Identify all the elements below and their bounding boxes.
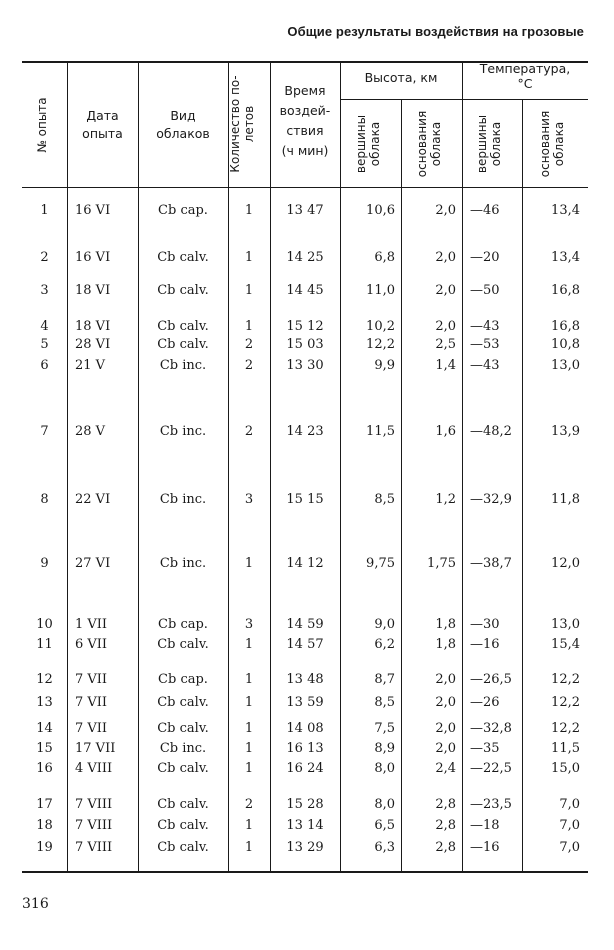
- cell-flight-count: 1: [244, 721, 254, 736]
- cell-height-base: 1,4: [435, 358, 456, 373]
- cell-number: 17: [36, 797, 53, 812]
- header-height-base-line-1: основания: [415, 110, 429, 178]
- cell-height-top: 11,5: [366, 424, 395, 439]
- cell-height-top: 12,2: [366, 337, 395, 352]
- header-height-top-line-2: облака: [368, 121, 382, 167]
- header-cloud-line-2: облаков: [156, 126, 210, 141]
- cell-flight-count: 1: [244, 203, 254, 218]
- cell-temp-top: —22,5: [470, 761, 512, 776]
- header-cloud-type: [138, 107, 228, 143]
- cell-number: 19: [36, 840, 53, 855]
- cell-height-top: 8,5: [374, 695, 395, 710]
- cell-height-base: 1,8: [435, 637, 456, 652]
- cell-temp-top: —32,9: [470, 492, 512, 507]
- header-temp-base-line-1: основания: [538, 110, 552, 178]
- cell-time: 13 29: [286, 840, 324, 855]
- cell-flight-count: 1: [244, 556, 254, 571]
- temperature-subheader-rule: [462, 99, 588, 100]
- header-time-line-2: воздей-: [279, 103, 331, 118]
- cell-number: 18: [36, 818, 53, 833]
- page-number: 316: [22, 896, 49, 912]
- cell-flight-count: 3: [244, 492, 254, 507]
- cell-time: 16 24: [286, 761, 324, 776]
- cell-number: 5: [40, 337, 49, 352]
- cell-temp-base: 13,0: [551, 617, 580, 632]
- header-count-line-2: летов: [242, 105, 256, 143]
- cell-date: 1 VII: [75, 617, 108, 632]
- cell-height-base: 2,5: [435, 337, 456, 352]
- header-temp-base: [538, 110, 572, 178]
- header-flight-count: [228, 62, 270, 186]
- cell-time: 13 59: [286, 695, 324, 710]
- cell-height-top: 8,9: [374, 741, 395, 756]
- header-time-line-3: ствия: [286, 123, 324, 138]
- cell-number: 7: [40, 424, 49, 439]
- cell-time: 14 59: [286, 617, 324, 632]
- cell-date: 18 VI: [75, 283, 111, 298]
- header-count-line-1: Количество по-: [228, 75, 242, 173]
- cell-flight-count: 1: [244, 761, 254, 776]
- cell-time: 14 45: [286, 283, 324, 298]
- cell-flight-count: 1: [244, 250, 254, 265]
- cell-date: 28 V: [75, 424, 106, 439]
- header-temperature: [462, 61, 588, 91]
- cell-temp-top: —30: [470, 617, 500, 632]
- cell-time: 13 47: [286, 203, 324, 218]
- cell-height-top: 8,7: [374, 672, 395, 687]
- header-date-line-2: опыта: [82, 126, 123, 141]
- cell-cloud-type: Cb cap.: [158, 672, 208, 687]
- cell-flight-count: 3: [244, 617, 254, 632]
- cell-number: 11: [36, 637, 53, 652]
- cell-date: 28 VI: [75, 337, 111, 352]
- cell-temp-top: —35: [470, 741, 500, 756]
- cell-height-base: 2,4: [435, 761, 456, 776]
- cell-temp-top: —43: [470, 319, 500, 334]
- cell-date: 7 VIII: [75, 818, 113, 833]
- cell-height-base: 2,0: [435, 319, 456, 334]
- cell-temp-base: 10,8: [551, 337, 580, 352]
- cell-height-base: 2,8: [435, 797, 456, 812]
- cell-height-top: 6,8: [374, 250, 395, 265]
- cell-flight-count: 1: [244, 672, 254, 687]
- cell-cloud-type: Cb cap.: [158, 203, 208, 218]
- cell-height-base: 1,75: [427, 556, 456, 571]
- header-time-line-1: Время: [284, 83, 326, 98]
- header-date: [67, 107, 138, 143]
- results-table: [22, 61, 588, 873]
- cell-number: 6: [40, 358, 49, 373]
- cell-flight-count: 1: [244, 741, 254, 756]
- cell-time: 14 25: [286, 250, 324, 265]
- cell-temp-base: 15,0: [551, 761, 580, 776]
- cell-temp-top: —26: [470, 695, 500, 710]
- cell-flight-count: 1: [244, 818, 254, 833]
- cell-temp-base: 15,4: [551, 637, 580, 652]
- cell-time: 15 12: [286, 319, 324, 334]
- cell-temp-top: —16: [470, 637, 500, 652]
- header-time-line-4: (ч мин): [281, 143, 329, 158]
- cell-temp-base: 13,0: [551, 358, 580, 373]
- header-date-line-1: Дата: [86, 108, 119, 123]
- header-height: Высота, км: [364, 70, 438, 85]
- cell-temp-top: —38,7: [470, 556, 512, 571]
- cell-cloud-type: Cb inc.: [159, 358, 207, 373]
- cell-number: 13: [36, 695, 53, 710]
- cell-temp-base: 16,8: [551, 319, 580, 334]
- cell-temp-base: 13,9: [551, 424, 580, 439]
- cell-height-top: 7,5: [374, 721, 395, 736]
- cell-time: 13 14: [286, 818, 324, 833]
- cell-number: 4: [40, 319, 49, 334]
- cell-cloud-type: Cb calv.: [157, 250, 209, 265]
- cell-number: 2: [40, 250, 49, 265]
- cell-height-top: 9,9: [374, 358, 395, 373]
- cell-height-top: 9,75: [366, 556, 395, 571]
- cell-height-base: 2,0: [435, 695, 456, 710]
- cell-flight-count: 1: [244, 319, 254, 334]
- cell-height-top: 10,6: [366, 203, 395, 218]
- cell-temp-top: —43: [470, 358, 500, 373]
- cell-time: 13 30: [286, 358, 324, 373]
- cell-date: 7 VIII: [75, 797, 113, 812]
- cell-temp-top: —53: [470, 337, 500, 352]
- cell-height-base: 2,0: [435, 672, 456, 687]
- header-temp-top-line-1: вершины: [475, 114, 489, 174]
- table-bottom-rule: [22, 871, 588, 873]
- cell-flight-count: 1: [244, 695, 254, 710]
- cell-temp-base: 13,4: [551, 203, 580, 218]
- cell-cloud-type: Cb calv.: [157, 695, 209, 710]
- cell-height-top: 10,2: [366, 319, 395, 334]
- cell-cloud-type: Cb calv.: [157, 761, 209, 776]
- cell-date: 18 VI: [75, 319, 111, 334]
- cell-height-top: 8,0: [374, 761, 395, 776]
- cell-temp-base: 12,2: [551, 695, 580, 710]
- cell-height-top: 8,0: [374, 797, 395, 812]
- cell-flight-count: 1: [244, 637, 254, 652]
- cell-temp-top: —32,8: [470, 721, 512, 736]
- cell-cloud-type: Cb calv.: [157, 840, 209, 855]
- cell-number: 16: [36, 761, 53, 776]
- cell-number: 14: [36, 721, 53, 736]
- cell-date: 4 VIII: [75, 761, 113, 776]
- cell-temp-top: —20: [470, 250, 500, 265]
- cell-temp-top: —16: [470, 840, 500, 855]
- cell-time: 14 12: [286, 556, 324, 571]
- header-temp-top: [475, 110, 509, 178]
- cell-flight-count: 1: [244, 840, 254, 855]
- cell-date: 7 VIII: [75, 840, 113, 855]
- cell-cloud-type: Cb inc.: [159, 492, 207, 507]
- cell-cloud-type: Cb inc.: [159, 556, 207, 571]
- cell-height-base: 2,0: [435, 283, 456, 298]
- cell-cloud-type: Cb calv.: [157, 721, 209, 736]
- header-temp-top-line-2: облака: [489, 121, 503, 167]
- cell-date: 27 VI: [75, 556, 111, 571]
- cell-date: 17 VII: [75, 741, 116, 756]
- cell-temp-top: —23,5: [470, 797, 512, 812]
- cell-cloud-type: Cb calv.: [157, 797, 209, 812]
- cell-temp-base: 7,0: [559, 840, 580, 855]
- cell-height-base: 2,8: [435, 818, 456, 833]
- cell-temp-base: 12,2: [551, 721, 580, 736]
- cell-time: 14 57: [286, 637, 324, 652]
- cell-date: 22 VI: [75, 492, 111, 507]
- header-temperature-line-1: Температура,: [479, 61, 571, 76]
- header-experiment-number: № опыта: [35, 97, 49, 153]
- cell-height-top: 9,0: [374, 617, 395, 632]
- cell-temp-base: 11,5: [551, 741, 580, 756]
- cell-height-base: 2,8: [435, 840, 456, 855]
- cell-time: 15 28: [286, 797, 324, 812]
- cell-flight-count: 2: [244, 797, 254, 812]
- cell-flight-count: 2: [244, 337, 254, 352]
- cell-flight-count: 2: [244, 358, 254, 373]
- cell-number: 1: [40, 203, 49, 218]
- cell-height-base: 2,0: [435, 203, 456, 218]
- cell-cloud-type: Cb calv.: [157, 337, 209, 352]
- cell-height-base: 1,6: [435, 424, 456, 439]
- cell-time: 13 48: [286, 672, 324, 687]
- cell-temp-top: —48,2: [470, 424, 512, 439]
- cell-date: 7 VII: [75, 721, 108, 736]
- cell-height-top: 8,5: [374, 492, 395, 507]
- cell-date: 7 VII: [75, 695, 108, 710]
- cell-flight-count: 2: [244, 424, 254, 439]
- header-height-top-line-1: вершины: [354, 114, 368, 174]
- cell-temp-top: —18: [470, 818, 500, 833]
- col-divider-7: [462, 61, 463, 871]
- cell-cloud-type: Cb inc.: [159, 424, 207, 439]
- header-bottom-rule: [22, 187, 588, 188]
- cell-temp-top: —50: [470, 283, 500, 298]
- cell-height-base: 1,8: [435, 617, 456, 632]
- cell-temp-top: —26,5: [470, 672, 512, 687]
- cell-cloud-type: Cb cap.: [158, 617, 208, 632]
- cell-cloud-type: Cb calv.: [157, 319, 209, 334]
- cell-height-top: 6,5: [374, 818, 395, 833]
- header-temp-base-line-2: облака: [552, 121, 566, 167]
- cell-height-base: 2,0: [435, 741, 456, 756]
- page-title: Общие результаты воздействия на грозовые: [287, 24, 584, 39]
- header-height-base: [415, 110, 449, 178]
- cell-date: 21 V: [75, 358, 106, 373]
- cell-date: 7 VII: [75, 672, 108, 687]
- header-height-top: [354, 110, 388, 178]
- header-cloud-line-1: Вид: [170, 108, 196, 123]
- cell-temp-top: —46: [470, 203, 500, 218]
- cell-number: 9: [40, 556, 49, 571]
- cell-temp-base: 16,8: [551, 283, 580, 298]
- cell-height-base: 1,2: [435, 492, 456, 507]
- cell-height-top: 11,0: [366, 283, 395, 298]
- cell-temp-base: 12,2: [551, 672, 580, 687]
- cell-temp-base: 13,4: [551, 250, 580, 265]
- cell-number: 12: [36, 672, 53, 687]
- cell-time: 15 03: [286, 337, 324, 352]
- col-divider-1: [67, 61, 68, 871]
- cell-flight-count: 1: [244, 283, 254, 298]
- cell-number: 10: [36, 617, 53, 632]
- cell-temp-base: 11,8: [551, 492, 580, 507]
- cell-height-top: 6,3: [374, 840, 395, 855]
- header-time: [270, 81, 340, 161]
- cell-number: 3: [40, 283, 49, 298]
- cell-cloud-type: Cb calv.: [157, 637, 209, 652]
- cell-time: 14 08: [286, 721, 324, 736]
- header-temperature-line-2: °C: [517, 76, 533, 91]
- cell-temp-base: 12,0: [551, 556, 580, 571]
- cell-date: 16 VI: [75, 203, 111, 218]
- cell-temp-base: 7,0: [559, 797, 580, 812]
- cell-date: 16 VI: [75, 250, 111, 265]
- cell-time: 15 15: [286, 492, 324, 507]
- cell-cloud-type: Cb calv.: [157, 283, 209, 298]
- cell-number: 8: [40, 492, 49, 507]
- cell-temp-base: 7,0: [559, 818, 580, 833]
- cell-time: 16 13: [286, 741, 324, 756]
- cell-height-base: 2,0: [435, 721, 456, 736]
- header-height-base-line-2: облака: [429, 121, 443, 167]
- cell-cloud-type: Cb calv.: [157, 818, 209, 833]
- cell-cloud-type: Cb inc.: [159, 741, 207, 756]
- cell-height-top: 6,2: [374, 637, 395, 652]
- cell-date: 6 VII: [75, 637, 108, 652]
- cell-time: 14 23: [286, 424, 324, 439]
- cell-height-base: 2,0: [435, 250, 456, 265]
- cell-number: 15: [36, 741, 53, 756]
